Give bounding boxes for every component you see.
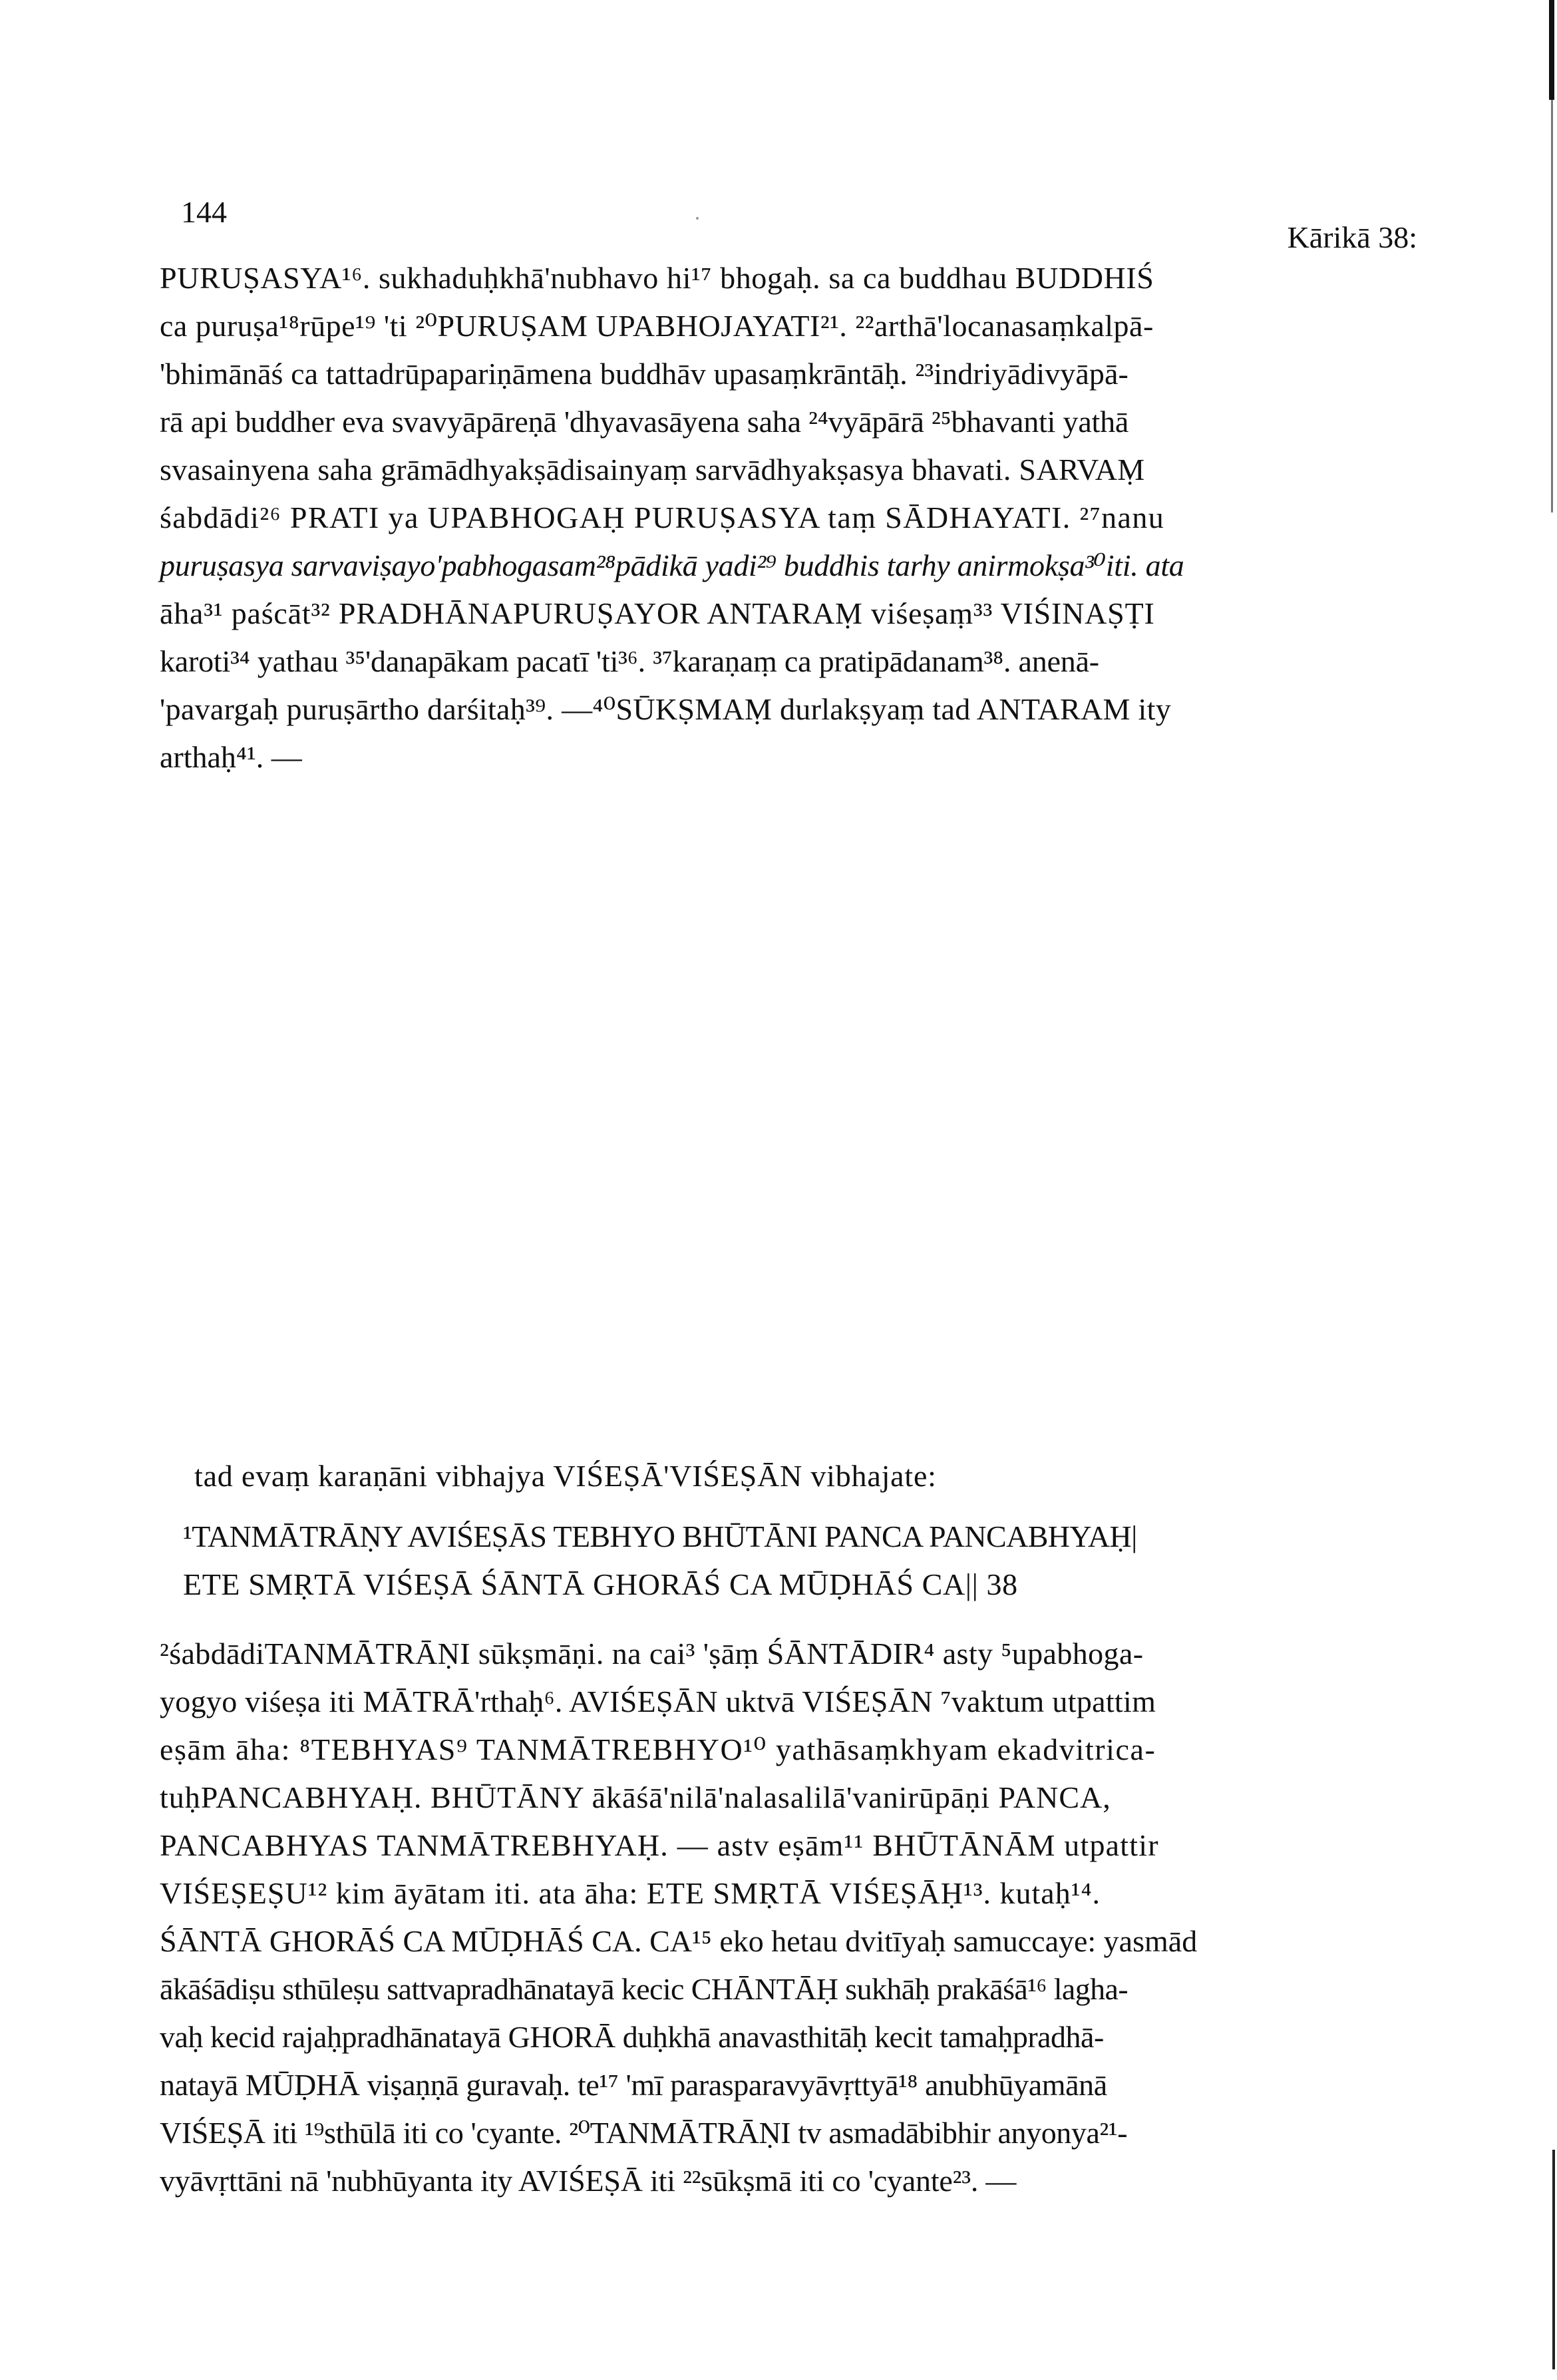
verse-line: ¹TANMĀTRĀṆY AVIŚEṢĀS TEBHYO BHŪTĀNI PANCA PANCABHYAḤ| [183,1519,1137,1553]
text-line: rā api buddher eva svavyāpāreṇā 'dhyavasāyena saha ²⁴vyāpārā ²⁵bhavanti yathā [160,405,1129,439]
page-edge-rule [1552,2150,1555,2369]
text-line: natayā MŪḌHĀ viṣaṇṇā guravaḥ. te¹⁷ 'mī parasparavyāvṛttyā¹⁸ anubhūyamānā [160,2068,1107,2102]
text-line: puruṣasya sarvaviṣayo'pabhogasam²⁸pādikā yadi²⁹ buddhis tarhy anirmokṣa³⁰iti. ata [160,548,1184,582]
text-line: vyāvṛttāni nā 'nubhūyanta ity AVIŚEṢĀ iti ²²sūkṣmā iti co 'cyante²³. — [160,2164,1017,2198]
text-line: tuḥPANCABHYAḤ. BHŪTĀNY ākāśā'nilā'nalasalilā'vanirūpāṇi PANCA, [160,1780,1111,1814]
text-line: yogyo viśeṣa iti MĀTRĀ'rthaḥ⁶. AVIŚEṢĀN uktvā VIŚEṢĀN ⁷vaktum utpattim [160,1685,1156,1718]
page-edge-rule [1551,100,1553,512]
page-number: 144 [181,195,227,229]
text-line: ca puruṣa¹⁸rūpe¹⁹ 'ti ²⁰PURUṢAM UPABHOJAYATI²¹. ²²arthā'locanasaṃkalpā- [160,309,1154,343]
text-line: śabdādi²⁶ PRATI ya UPABHOGAḤ PURUṢASYA taṃ SĀDHAYATI. ²⁷nanu [160,500,1165,534]
text-line: VIŚEṢĀ iti ¹⁹sthūlā iti co 'cyante. ²⁰TANMĀTRĀṆI tv asmadābibhir anyonya²¹- [160,2116,1128,2150]
text-line: arthaḥ⁴¹. — [160,740,302,774]
text-line: PURUṢASYA¹⁶. sukhaduḥkhā'nubhavo hi¹⁷ bhogaḥ. sa ca buddhau BUDDHIŚ [160,261,1154,295]
text-line: eṣām āha: ⁸TEBHYAS⁹ TANMĀTREBHYO¹⁰ yathāsaṃkhyam ekadvitrica- [160,1732,1156,1766]
verse-line: ETE SMṚTĀ VIŚEṢĀ ŚĀNTĀ GHORĀŚ CA MŪḌHĀŚ CA|| 38 [183,1567,1018,1601]
text-line: ŚĀNTĀ GHORĀŚ CA MŪḌHĀŚ CA. CA¹⁵ eko hetau dvitīyaḥ samuccaye: yasmād [160,1924,1198,1958]
intro-line: tad evaṃ karaṇāni vibhajya VIŚEṢĀ'VIŚEṢĀN vibhajate: [194,1459,937,1493]
text-line: svasainyena saha grāmādhyakṣādisainyaṃ sarvādhyakṣasya bhavati. SARVAṂ [160,453,1145,487]
text-line: ākāśādiṣu sthūleṣu sattvapradhānatayā kecic CHĀNTĀḤ sukhāḥ prakāśā¹⁶ lagha- [160,1972,1128,2006]
text-line: vaḥ kecid rajaḥpradhānatayā GHORĀ duḥkhā anavasthitāḥ kecit tamaḥpradhā- [160,2020,1104,2054]
page-edge-rule [1549,0,1554,100]
text-line: ²śabdādiTANMĀTRĀṆI sūkṣmāṇi. na cai³ 'ṣāṃ ŚĀNTĀDIR⁴ asty ⁵upabhoga- [160,1637,1144,1671]
text-line: āha³¹ paścāt³² PRADHĀNAPURUṢAYOR ANTARAṂ viśeṣaṃ³³ VIŚINAṢṬI [160,596,1155,630]
page-speck [696,217,699,220]
text-line: 'pavargaḥ puruṣārtho darśitaḥ³⁹. —⁴⁰SŪKṢMAṂ durlakṣyaṃ tad ANTARAM ity [160,692,1172,726]
text-line: karoti³⁴ yathau ³⁵'danapākam pacatī 'ti³⁶. ³⁷karaṇaṃ ca pratipādanam³⁸. anenā- [160,644,1099,678]
running-head: Kārikā 38: [1287,220,1417,254]
text-line: PANCABHYAS TANMĀTREBHYAḤ. — astv eṣām¹¹ BHŪTĀNĀM utpattir [160,1828,1159,1862]
text-line: 'bhimānāś ca tattadrūpapariṇāmena buddhāv upasaṃkrāntāḥ. ²³indriyādivyāpā- [160,357,1128,391]
text-line: VIŚEṢEṢU¹² kim āyātam iti. ata āha: ETE SMṚTĀ VIŚEṢĀḤ¹³. kutaḥ¹⁴. [160,1876,1101,1910]
